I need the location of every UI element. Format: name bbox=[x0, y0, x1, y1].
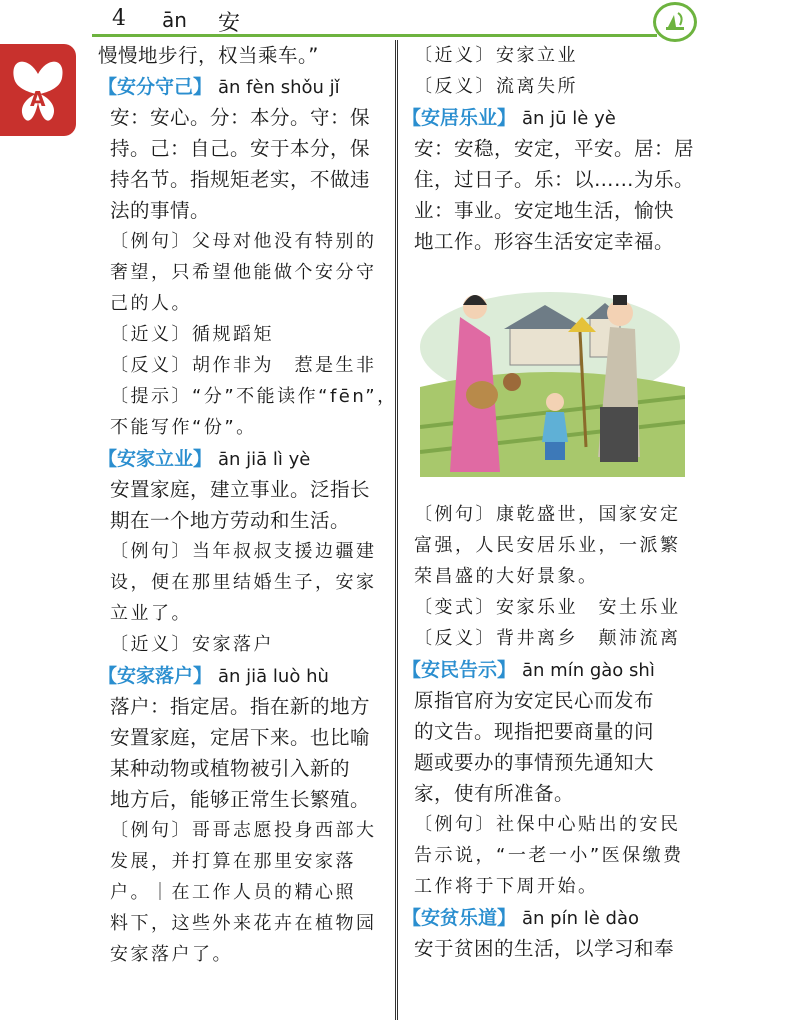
headword: 【安民告示】 bbox=[402, 659, 517, 681]
example-line: 户。｜在工作人员的精心照 bbox=[110, 882, 356, 903]
right-column-top bbox=[402, 40, 695, 257]
example-line: 荣昌盛的大好景象。 bbox=[414, 566, 599, 587]
definition-line: 某种动物或植物被引入新的 bbox=[110, 757, 351, 780]
svg-text:A: A bbox=[30, 87, 46, 111]
example-line: 〔近义〕循规蹈矩 bbox=[110, 324, 274, 345]
definition-line: 地方后，能够正常生长繁殖。 bbox=[110, 788, 371, 811]
example-line: 设，便在那里结婚生子，安家 bbox=[110, 572, 377, 593]
header-pinyin: ān bbox=[162, 8, 187, 32]
headword-pinyin: ān jiā luò hù bbox=[218, 666, 329, 687]
definition-line: 期在一个地方劳动和生活。 bbox=[110, 509, 351, 532]
entry-headword-line bbox=[98, 443, 388, 474]
example-line: 〔反义〕胡作非为 惹是生非 bbox=[110, 355, 377, 376]
headword-pinyin: ān pín lè dào bbox=[522, 908, 639, 929]
example-line: 〔例句〕父母对他没有特别的 bbox=[110, 231, 377, 252]
example-line: 〔例句〕当年叔叔支援边疆建 bbox=[110, 541, 377, 562]
definition-line: 安于贫困的生活，以学习和奉 bbox=[414, 937, 675, 960]
definition-line: 题或要办的事情预先通知大 bbox=[414, 751, 655, 774]
example-line: 立业了。 bbox=[110, 603, 192, 624]
definition-line: 的文告。现指把要商量的问 bbox=[414, 720, 655, 743]
green-logo-icon bbox=[653, 2, 697, 42]
example-line: 〔例句〕哥哥志愿投身西部大 bbox=[110, 820, 377, 841]
definition-line: 业：事业。安定地生活，愉快 bbox=[414, 199, 675, 222]
example-line: 〔近义〕安家立业 bbox=[414, 45, 578, 66]
example-line: 〔近义〕安家落户 bbox=[110, 634, 274, 655]
definition-line: 持名节。指规矩老实，不做违 bbox=[110, 168, 371, 191]
example-line: 工作将于下周开始。 bbox=[414, 876, 599, 897]
definition-line: 安：安稳，安定，平安。居：居 bbox=[414, 137, 695, 160]
example-line: 告示说，“一老一小”医保缴费 bbox=[414, 845, 684, 866]
entry-headword-line bbox=[402, 902, 692, 933]
example-line: 料下，这些外来花卉在植物园 bbox=[110, 913, 377, 934]
right-column bbox=[402, 40, 695, 964]
example-line: 〔反义〕背井离乡 颠沛流离 bbox=[414, 628, 681, 649]
definition-line: 落户：指定居。指在新的地方 bbox=[110, 695, 371, 718]
example-line: 富强，人民安居乐业，一派繁 bbox=[414, 535, 681, 556]
butterfly-logo-icon bbox=[0, 44, 76, 136]
definition-line: 原指官府为安定民心而发布 bbox=[414, 689, 655, 712]
definition-line: 安置家庭，建立事业。泛指长 bbox=[110, 478, 371, 501]
example-line: 〔变式〕安家乐业 安土乐业 bbox=[414, 597, 681, 618]
headword: 【安家落户】 bbox=[98, 665, 213, 687]
entry-headword-line bbox=[402, 654, 692, 685]
definition-line: 安置家庭，定居下来。也比喻 bbox=[110, 726, 371, 749]
right-column-bottom bbox=[402, 499, 692, 964]
headword-pinyin: ān mín gào shì bbox=[522, 660, 655, 681]
example-line: 〔反义〕流离失所 bbox=[414, 76, 578, 97]
entry-headword-line bbox=[98, 71, 388, 102]
definition-line: 慢慢地步行，权当乘车。” bbox=[98, 44, 319, 67]
headword: 【安家立业】 bbox=[98, 448, 213, 470]
definition-line: 家，使有所准备。 bbox=[414, 782, 575, 805]
example-line: 〔提示〕“分”不能读作“fēn”， bbox=[110, 386, 398, 407]
page-number: 4 bbox=[112, 6, 126, 31]
definition-line: 持。己：自己。安于本分，保 bbox=[110, 137, 371, 160]
example-line: 奢望，只希望他能做个安分守 bbox=[110, 262, 377, 283]
definition-line: 法的事情。 bbox=[110, 199, 211, 222]
headword-pinyin: ān fèn shǒu jǐ bbox=[218, 77, 340, 98]
example-line: 发展，并打算在那里安家落 bbox=[110, 851, 356, 872]
example-line: 〔例句〕社保中心贴出的安民 bbox=[414, 814, 681, 835]
headword: 【安居乐业】 bbox=[402, 107, 517, 129]
left-column bbox=[98, 40, 398, 970]
header-character: 安 bbox=[218, 11, 241, 36]
header-rule bbox=[92, 34, 657, 37]
example-line: 己的人。 bbox=[110, 293, 192, 314]
headword: 【安分守己】 bbox=[98, 76, 213, 98]
page-header bbox=[92, 0, 697, 40]
example-line: 〔例句〕康乾盛世，国家安定 bbox=[414, 504, 681, 525]
definition-line: 安：安心。分：本分。守：保 bbox=[110, 106, 371, 129]
example-line: 不能写作“份”。 bbox=[110, 417, 257, 438]
headword-pinyin: ān jū lè yè bbox=[522, 108, 616, 129]
column-divider bbox=[395, 40, 398, 1020]
headword-pinyin: ān jiā lì yè bbox=[218, 449, 311, 470]
headword: 【安贫乐道】 bbox=[402, 907, 517, 929]
definition-line: 住，过日子。乐：以……为乐。 bbox=[414, 168, 695, 191]
definition-line: 地工作。形容生活安定幸福。 bbox=[414, 230, 675, 253]
entry-headword-line bbox=[402, 102, 692, 133]
example-line: 安家落户了。 bbox=[110, 944, 233, 965]
illustration bbox=[420, 277, 685, 477]
entry-headword-line bbox=[98, 660, 388, 691]
